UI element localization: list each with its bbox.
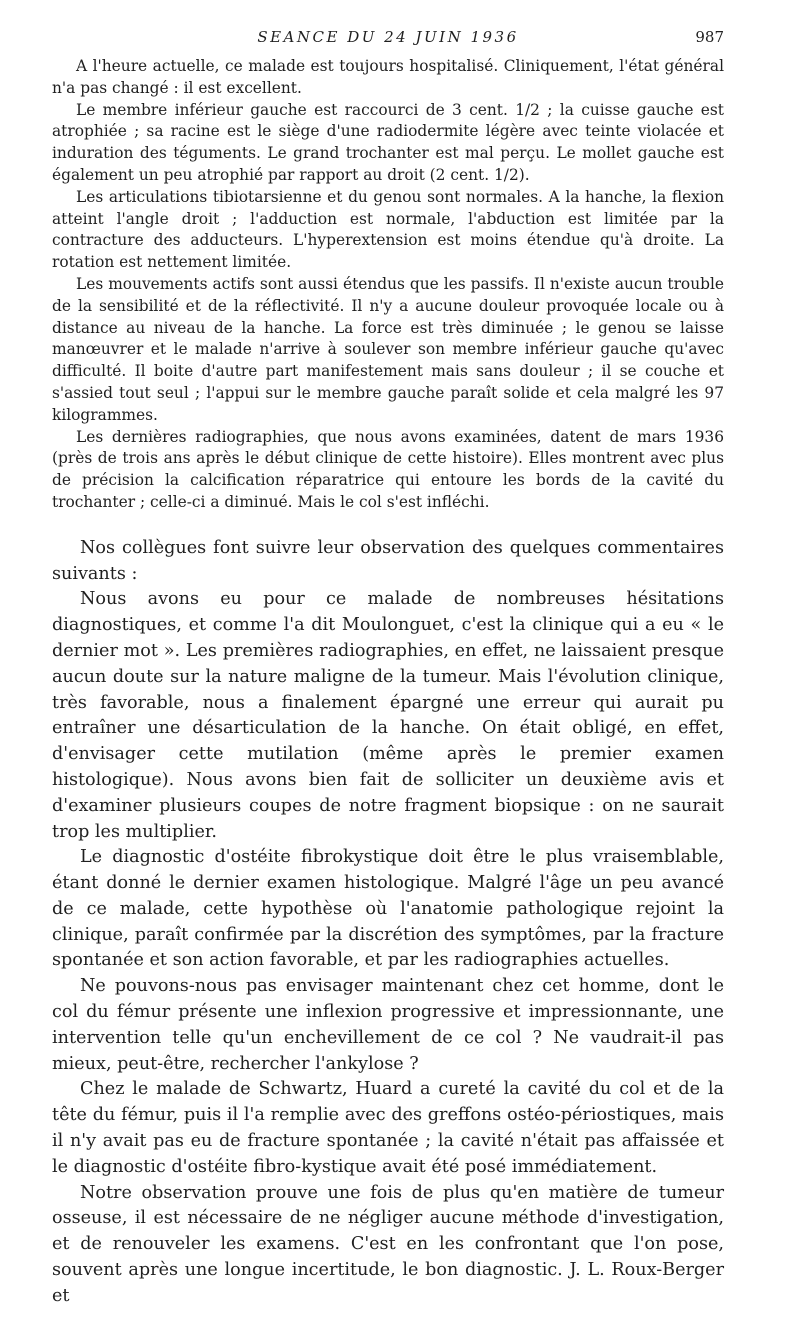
case-paragraph: A l'heure actuelle, ce malade est toujours hospitalisé. Cliniquement, l'état général n'a pas changé : il est excellent. — [52, 57, 724, 97]
commentary-paragraph: Ne pouvons-nous pas envisager maintenant chez cet homme, dont le col du fémur présente une inflexion progressive et impressionnante, une intervention telle qu'un enchevillement de ce col ? Ne vaudrait-il pas mieux, peut-être, rechercher l'ankylose ? — [52, 976, 724, 1074]
commentary-paragraph: Notre observation prouve une fois de plus qu'en matière de tumeur osseuse, il est nécessaire de ne négliger aucune méthode d'investigation, et de renouveler les examens. C'est en les confrontant que l'on pose, souvent après une longue incertitude, le bon diagnostic. J. L. Roux-Berger et — [52, 1182, 724, 1306]
page-number: 987 — [695, 28, 724, 46]
case-paragraph: Les articulations tibiotarsienne et du genou sont normales. A la hanche, la flexion atteint l'angle droit ; l'adduction est normale, l'abduction est limitée par la contracture des adducteurs. L'hyperextension est moins étendue qu'à droite. La rotation est nettement limitée. — [52, 187, 724, 272]
case-paragraph: Les mouvements actifs sont aussi étendus que les passifs. Il n'existe aucun trouble de la sensibilité et de la réflectivité. Il n'y a aucune douleur provoquée locale ou à distance au niveau de la hanche. La force est très diminuée ; le genou se laisse manœuvrer et le malade n'arrive à soulever son membre inférieur gauche qu'avec difficulté. Il boite d'autre part manifestement mais sans douleur ; il se couche et s'assied tout seul ; l'appui sur le membre gauche paraît solide et cela malgré les 97 kilogrammes. — [52, 274, 724, 424]
running-header — [52, 28, 724, 56]
case-report-section — [52, 56, 724, 514]
case-paragraph: Les dernières radiographies, que nous avons examinées, datent de mars 1936 (près de trois ans après le début clinique de cette histoire). Elles montrent avec plus de précision la calcification réparatrice qui entoure les bords de la cavité du trochanter ; celle-ci a diminué. Mais le col s'est infléchi. — [52, 427, 724, 511]
commentary-paragraph: Chez le malade de Schwartz, Huard a cureté la cavité du col et de la tête du fémur, puis il l'a remplie avec des greffons ostéo-périostiques, mais il n'y avait pas eu de fracture spontanée ; la cavité n'était pas affaissée et le diagnostic d'ostéite fibro-kystique avait été posé immédiatement. — [52, 1079, 724, 1177]
session-title: SEANCE DU 24 JUIN 1936 — [257, 28, 519, 46]
commentary-paragraph: Le diagnostic d'ostéite fibrokystique doit être le plus vraisemblable, étant donné le dernier examen histologique. Malgré l'âge un peu avancé de ce malade, cette hypothèse où l'anatomie pathologique rejoint la clinique, paraît confirmée par la discrétion des symptômes, par la fracture spontanée et son action favorable, et par les radiographies actuelles. — [52, 847, 724, 971]
document-page — [52, 28, 724, 1310]
case-paragraph: Le membre inférieur gauche est raccourci de 3 cent. 1/2 ; la cuisse gauche est atrophiée ; sa racine est le siège d'une radiodermite légère avec teinte violacée et induration des téguments. Le grand trochanter est mal perçu. Le mollet gauche est également un peu atrophié par rapport au droit (2 cent. 1/2). — [52, 100, 724, 184]
commentary-paragraph: Nos collègues font suivre leur observation des quelques commentaires suivants : — [52, 537, 724, 584]
commentary-section — [52, 536, 724, 1310]
commentary-paragraph: Nous avons eu pour ce malade de nombreuses hésitations diagnostiques, et comme l'a dit Moulonguet, c'est la clinique qui a eu « le dernier mot ». Les premières radiographies, en effet, ne laissaient presque aucun doute sur la nature maligne de la tumeur. Mais l'évolution clinique, très favorable, nous a finalement épargné une erreur qui aurait pu entraîner une désarticulation de la hanche. On était obligé, en effet, d'envisager cette mutilation (même après le premier examen histologique). Nous avons bien fait de solliciter un deuxième avis et d'examiner plusieurs coupes de notre fragment biopsique : on ne saurait trop les multiplier. — [52, 589, 724, 842]
